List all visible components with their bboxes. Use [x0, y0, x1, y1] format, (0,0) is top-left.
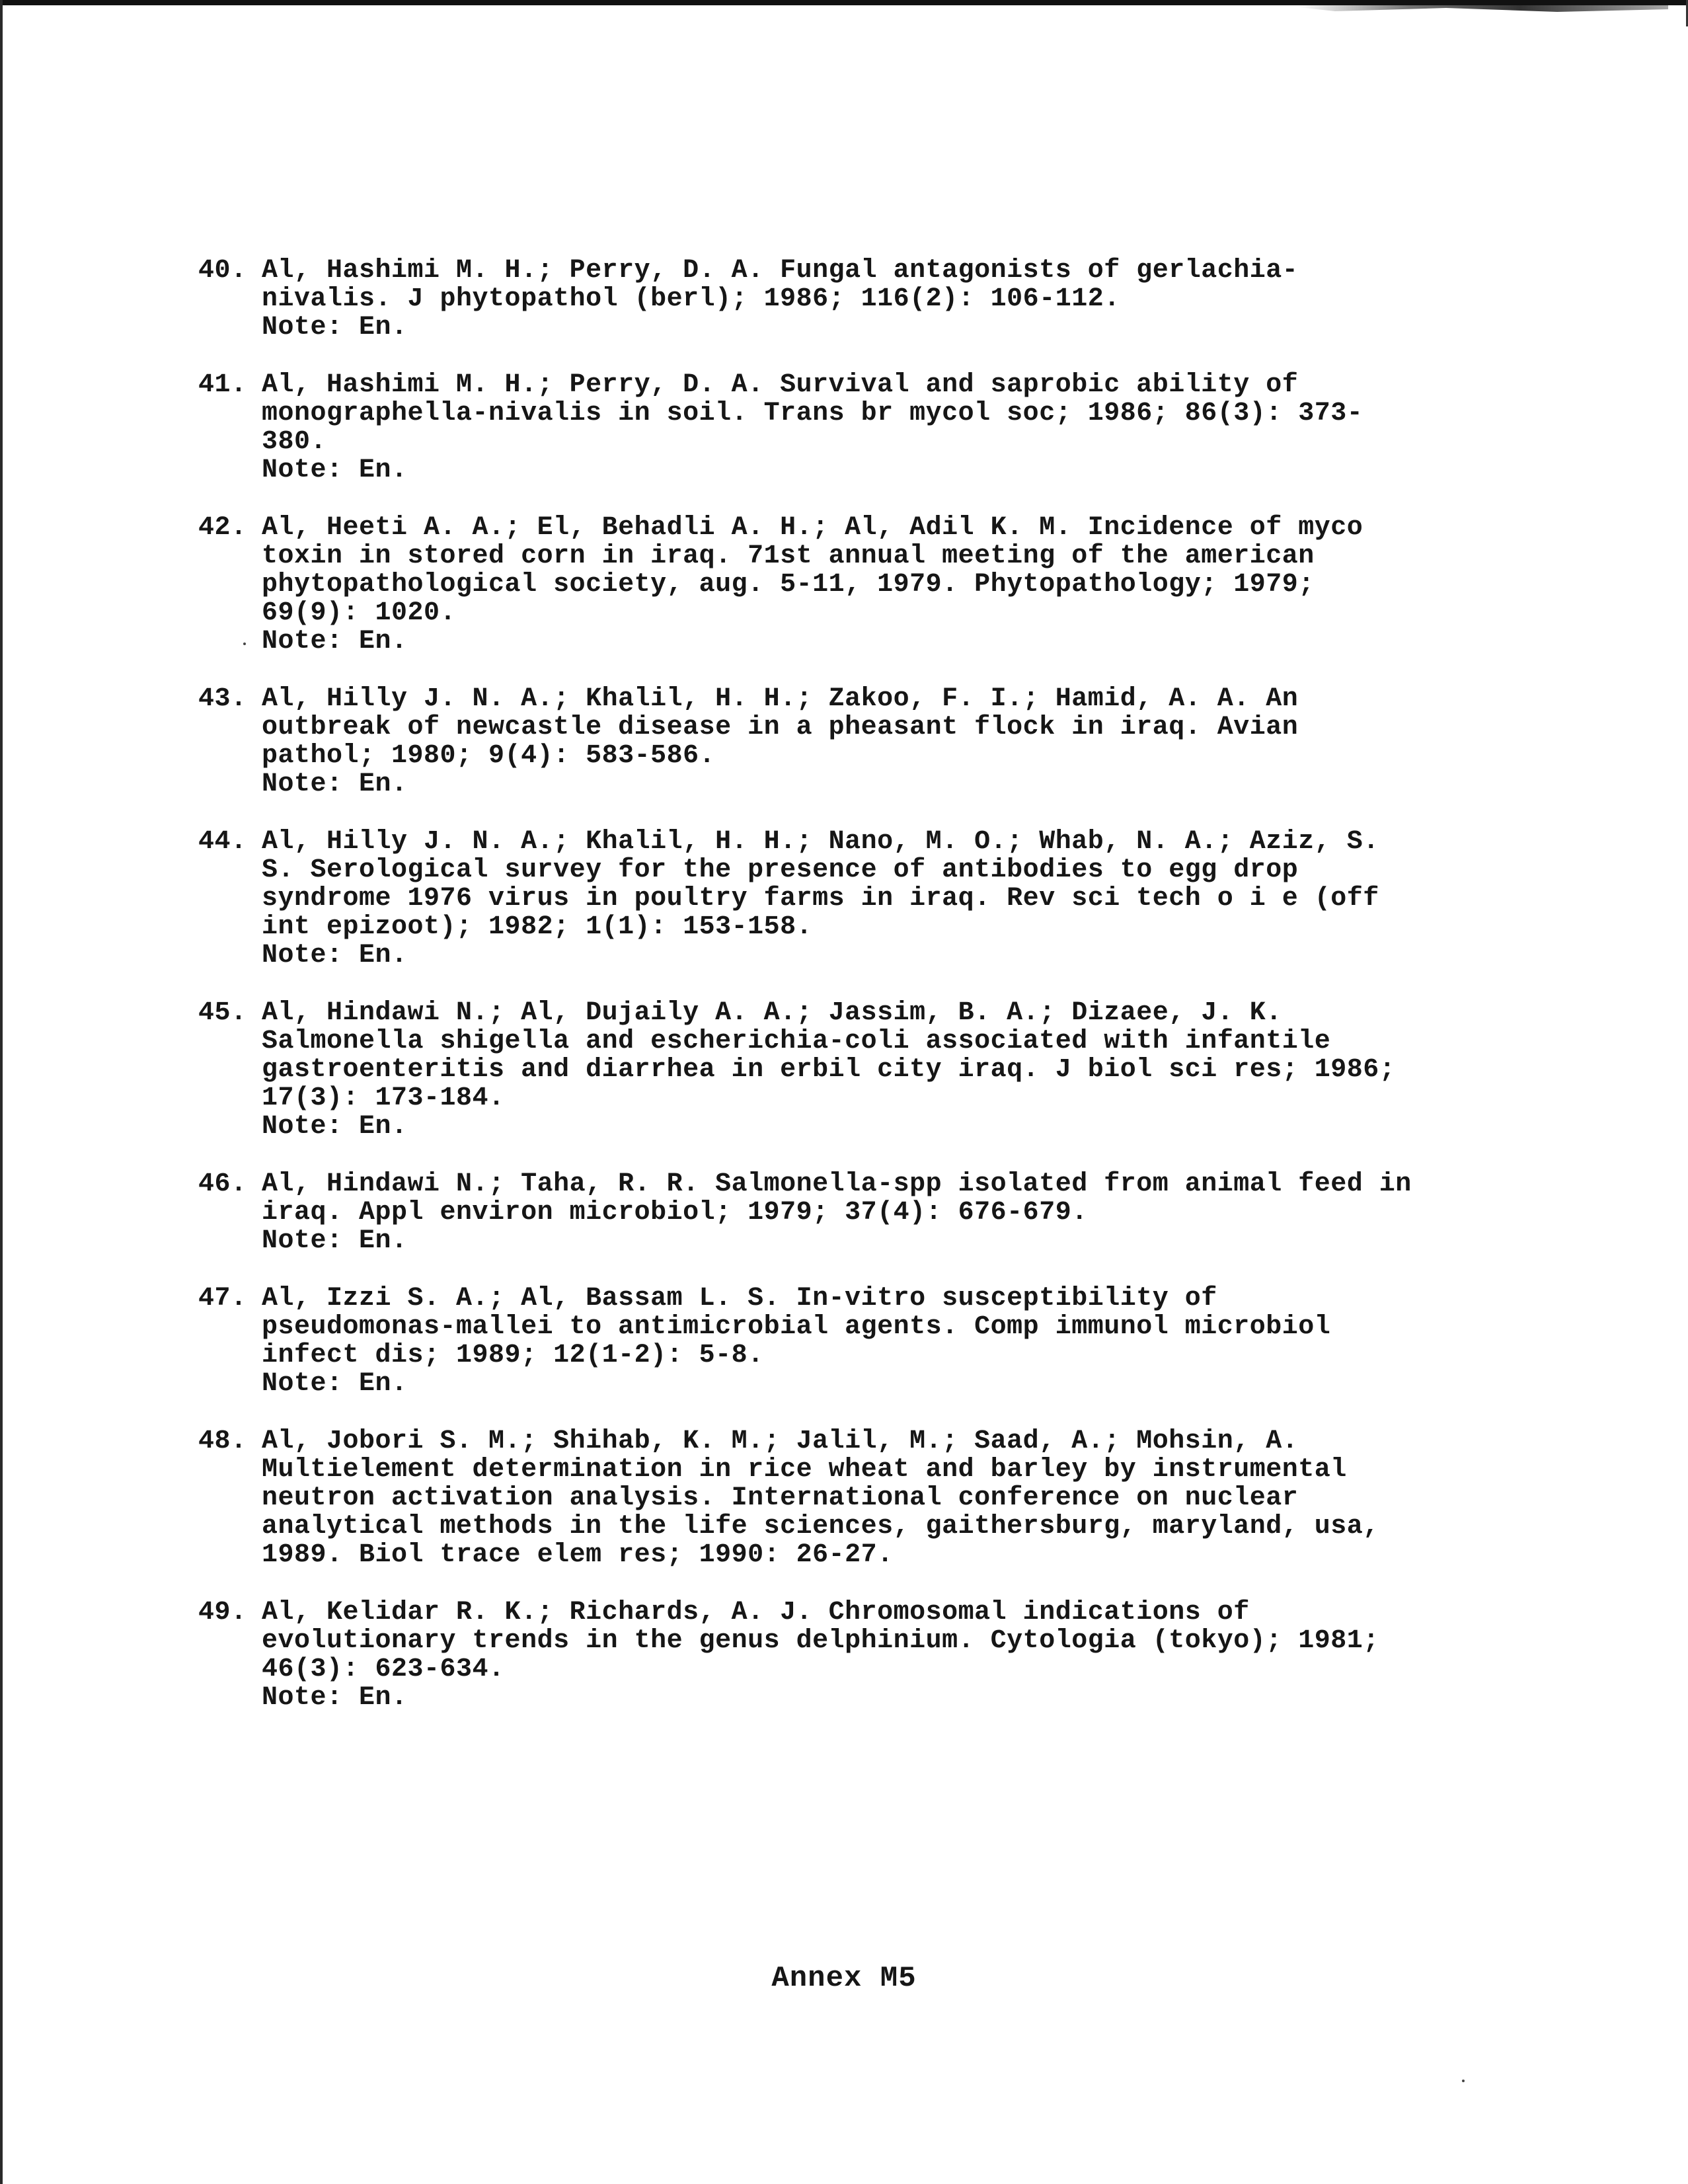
reference-citation: Al, Hilly J. N. A.; Khalil, H. H.; Zakoo, F. I.; Hamid, A. A. An outbreak of newcastle disease in a pheasant flock in iraq. Avian pathol; 1980; 9(4): 583-586.: [262, 684, 1299, 771]
reference-number: 43.: [198, 684, 247, 714]
reference-citation: Al, Hashimi M. H.; Perry, D. A. Survival and saprobic ability of monographella-nivalis in soil. Trans br mycol soc; 1986; 86(3): 373- 380.: [262, 370, 1363, 457]
scan-top-edge: [0, 0, 1688, 5]
reference-note: Note: En.: [262, 313, 408, 342]
reference-entry-46: [198, 1170, 1494, 1255]
reference-entry-40: [198, 256, 1494, 342]
reference-entry-43: [198, 685, 1494, 799]
reference-note: Note: En.: [262, 455, 408, 485]
reference-note: Note: En.: [262, 1112, 408, 1142]
reference-number: 48.: [198, 1426, 247, 1456]
scan-streak: [1298, 5, 1668, 12]
reference-entry-49: [198, 1598, 1494, 1712]
reference-number: 40.: [198, 256, 247, 286]
reference-list: [198, 256, 1494, 1741]
page-footer-annex: Annex M5: [771, 1962, 917, 1995]
reference-note: Note: En.: [262, 627, 408, 656]
scan-left-edge: [0, 0, 3, 2184]
reference-entry-42: [198, 514, 1494, 656]
reference-number: 49.: [198, 1598, 247, 1627]
reference-entry-48: [198, 1427, 1494, 1569]
reference-citation: Al, Kelidar R. K.; Richards, A. J. Chromosomal indications of evolutionary trends in the genus delphinium. Cytologia (tokyo); 1981; 46(3): 623-634.: [262, 1598, 1379, 1684]
reference-number: 45.: [198, 998, 247, 1028]
reference-entry-45: [198, 999, 1494, 1141]
reference-note: Note: En.: [262, 769, 408, 799]
reference-entry-44: [198, 828, 1494, 970]
reference-citation: Al, Jobori S. M.; Shihab, K. M.; Jalil, M.; Saad, A.; Mohsin, A. Multielement determination in rice wheat and barley by instrumental neutron activation analysis. International conference on nuclear analytical methods in the life sciences, gaithersburg, maryland, usa, 1989. Biol trace elem res; 1990: 26-27.: [262, 1426, 1379, 1570]
reference-number: 41.: [198, 370, 247, 400]
scan-speck: [1462, 2080, 1465, 2082]
reference-note: Note: En.: [262, 1683, 408, 1713]
reference-citation: Al, Hilly J. N. A.; Khalil, H. H.; Nano, M. O.; Whab, N. A.; Aziz, S. S. Serological survey for the presence of antibodies to egg drop syndrome 1976 virus in poultry farms in iraq. Rev sci tech o i e (off int epizoot); 1982; 1(1): 153-158.: [262, 827, 1379, 942]
reference-number: 42.: [198, 513, 247, 543]
reference-citation: Al, Heeti A. A.; El, Behadli A. H.; Al, Adil K. M. Incidence of myco toxin in stored corn in iraq. 71st annual meeting of the american phytopathological society, aug. 5-11, 1979. Phytopathology; 1979; 69(9): 1020.: [262, 513, 1363, 628]
reference-citation: Al, Izzi S. A.; Al, Bassam L. S. In-vitro susceptibility of pseudomonas-mallei to antimicrobial agents. Comp immunol microbiol infect dis; 1989; 12(1-2): 5-8.: [262, 1284, 1331, 1370]
reference-citation: Al, Hindawi N.; Taha, R. R. Salmonella-spp isolated from animal feed in iraq. Appl environ microbiol; 1979; 37(4): 676-679.: [262, 1169, 1412, 1228]
reference-note: Note: En.: [262, 941, 408, 970]
reference-number: 47.: [198, 1284, 247, 1313]
reference-number: 46.: [198, 1169, 247, 1199]
reference-number: 44.: [198, 827, 247, 857]
reference-note: Note: En.: [262, 1226, 408, 1256]
reference-entry-47: [198, 1284, 1494, 1398]
reference-citation: Al, Hashimi M. H.; Perry, D. A. Fungal antagonists of gerlachia- nivalis. J phytopathol (berl); 1986; 116(2): 106-112.: [262, 256, 1299, 314]
reference-note: Note: En.: [262, 1369, 408, 1399]
reference-entry-41: [198, 371, 1494, 485]
scan-speck: [243, 643, 246, 645]
reference-citation: Al, Hindawi N.; Al, Dujaily A. A.; Jassim, B. A.; Dizaee, J. K. Salmonella shigella and escherichia-coli associated with infantile gastroenteritis and diarrhea in erbil city iraq. J biol sci res; 1986; 17(3): 173-184.: [262, 998, 1396, 1113]
